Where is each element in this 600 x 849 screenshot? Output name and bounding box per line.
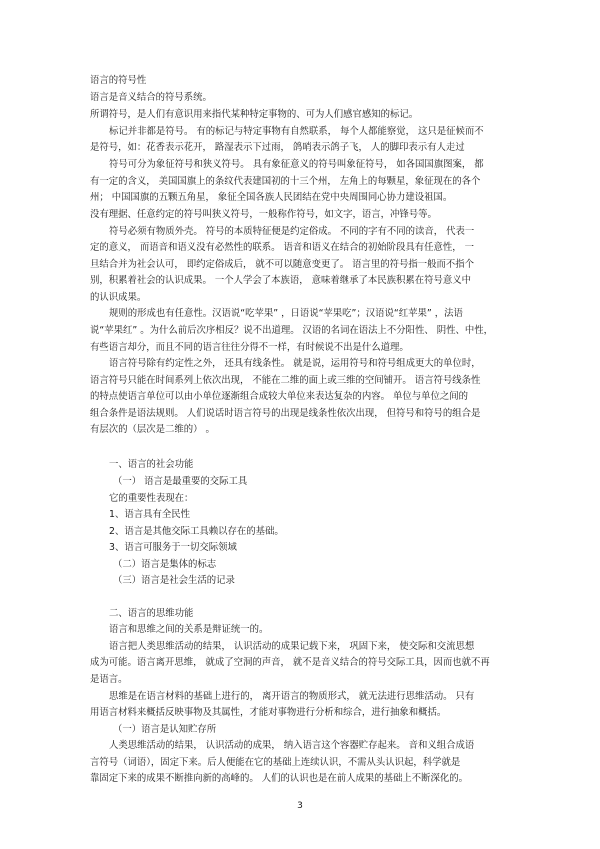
paragraph-line: 标记并非都是符号。 有的标记与特定事物有自然联系， 每个人都能察觉， 这只是征候而不 (109, 126, 484, 137)
paragraph-line: 语言和思维之间的关系是辩证统一的。 (109, 624, 269, 635)
paragraph-line: 的特点使语言单位可以由小单位逐渐组合成较大单位来表达复杂的内容。 单位与单位之间的 (90, 391, 468, 402)
paragraph-line: 语言符号除有约定性之外， 还具有线条性。 就是说，运用符号和符号组成更大的单位时， (109, 358, 481, 369)
paragraph-line: 定的意义， 而语音和语义没有必然性的联系。 语音和语义在结合的初始阶段具有任意性， 一 (90, 242, 474, 253)
paragraph-line: 所谓符号，是人们有意识用来指代某种特定事物的、可为人们感官感知的标记。 (90, 109, 419, 120)
paragraph-line: 没有理据、任意约定的符号叫狭义符号，一般称作符号，如文字，语言，冲锋号等。 (90, 209, 437, 220)
list-item: 2、语言是其他交际工具赖以存在的基础。 (109, 526, 284, 537)
subheading: （三）语言是社会生活的记录 (113, 575, 235, 586)
paragraph-line: 言符号（词语），固定下来。后人便能在它的基础上连续认识，不需从头认识起，科学就是 (90, 757, 461, 768)
paragraph-line: 规则的形成也有任意性。汉语说“吃苹果” ，日语说“苹果吃”；汉语说“红苹果” ，法语 (109, 308, 463, 319)
paragraph-line: 说“苹果红” 。为什么前后次序相反？说不出道理。 汉语的名词在语法上不分阳性、 阴性、中性， (90, 325, 494, 336)
paragraph-line: 符号可分为象征符号和狭义符号。 具有象征意义的符号叫象征符号， 如各国国旗图案， 都 (109, 159, 484, 170)
paragraph-line: 思维是在语言材料的基础上进行的， 离开语言的物质形式， 就无法进行思维活动。 只有 (109, 691, 475, 702)
subheading: （二）语言是集体的标志 (113, 559, 217, 570)
paragraph-line: 语言把人类思维活动的结果， 认识活动的成果记载下来， 巩固下来， 使交际和交流思想 (109, 641, 475, 652)
paragraph-line: 用语言材料来概括反映事物及其属性，才能对事物进行分析和综合，进行抽象和概括。 (90, 707, 447, 718)
paragraph-line: 成为可能。语言离开思维， 就成了空洞的声音， 就不是音义结合的符号交际工具，因而也就不再 (90, 657, 490, 668)
paragraph-line: 它的重要性表现在： (109, 493, 194, 504)
paragraph-line: 有层次的（层次是二维的） 。 (90, 424, 215, 435)
paragraph-line: 靠固定下来的成果不断推向新的高峰的。 人们的认识也是在前人成果的基础上不断深化的。 (90, 773, 468, 784)
paragraph-line: 有些语言却分，而且不同的语言往往分得不一样，有时候说不出是什么道理。 (90, 342, 409, 353)
section-heading-thinking: 二、语言的思维功能 (109, 608, 194, 619)
paragraph-line: 旦结合并为社会认可， 即约定俗成后， 就不可以随意变更了。 语言里的符号指一般而不指个 (90, 259, 474, 270)
paragraph-line: 组合条件是语法规则。 人们说话时语言符号的出现是线条性依次出现， 但符号和符号的组合是 (90, 408, 481, 419)
list-item: 1、语言具有全民性 (109, 509, 190, 520)
subheading: （一） 语言是最重要的交际工具 (113, 476, 248, 487)
paragraph-line: 语言符号只能在时间系列上依次出现， 不能在二维的面上或三维的空间铺开。 语言符号线条性 (90, 375, 481, 386)
paragraph-line: 人类思维活动的结果， 认识活动的成果， 纳入语言这个容器贮存起来。 音和义组合成语 (109, 740, 475, 751)
paragraph-line: 符号必须有物质外壳。 符号的本质特征便是约定俗成。 不同的字有不同的读音， 代表一 (109, 226, 475, 237)
paragraph-line: 别，积累着社会的认识成果。 一个人学会了本族语， 意味着继承了本民族积累在符号意义中 (90, 275, 471, 286)
paragraph-line: 的认识成果。 (90, 292, 147, 303)
paragraph-line: 州； 中国国旗的五颗五角星， 象征全国各族人民团结在党中央周围同心协力建设祖国。 (90, 192, 453, 203)
subheading: （一）语言是认知贮存所 (113, 724, 217, 735)
list-item: 3、语言可服务于一切交际领域 (109, 542, 237, 553)
section-heading-social: 一、语言的社会功能 (109, 459, 194, 470)
paragraph-line: 是语言。 (90, 674, 128, 685)
section-heading-symbol: 语言的符号性 (90, 75, 147, 86)
paragraph-line: 是符号，如：花香表示花开， 路湿表示下过雨， 鸽哨表示鸽子飞， 人的脚印表示有人走过 (90, 142, 465, 153)
page-number: 3 (297, 801, 303, 811)
paragraph-line: 语言是音义结合的符号系统。 (90, 92, 212, 103)
paragraph-line: 有一定的含义， 美国国旗上的条纹代表建国初的十三个州， 左角上的每颗星，象征现在的各个 (90, 176, 481, 187)
